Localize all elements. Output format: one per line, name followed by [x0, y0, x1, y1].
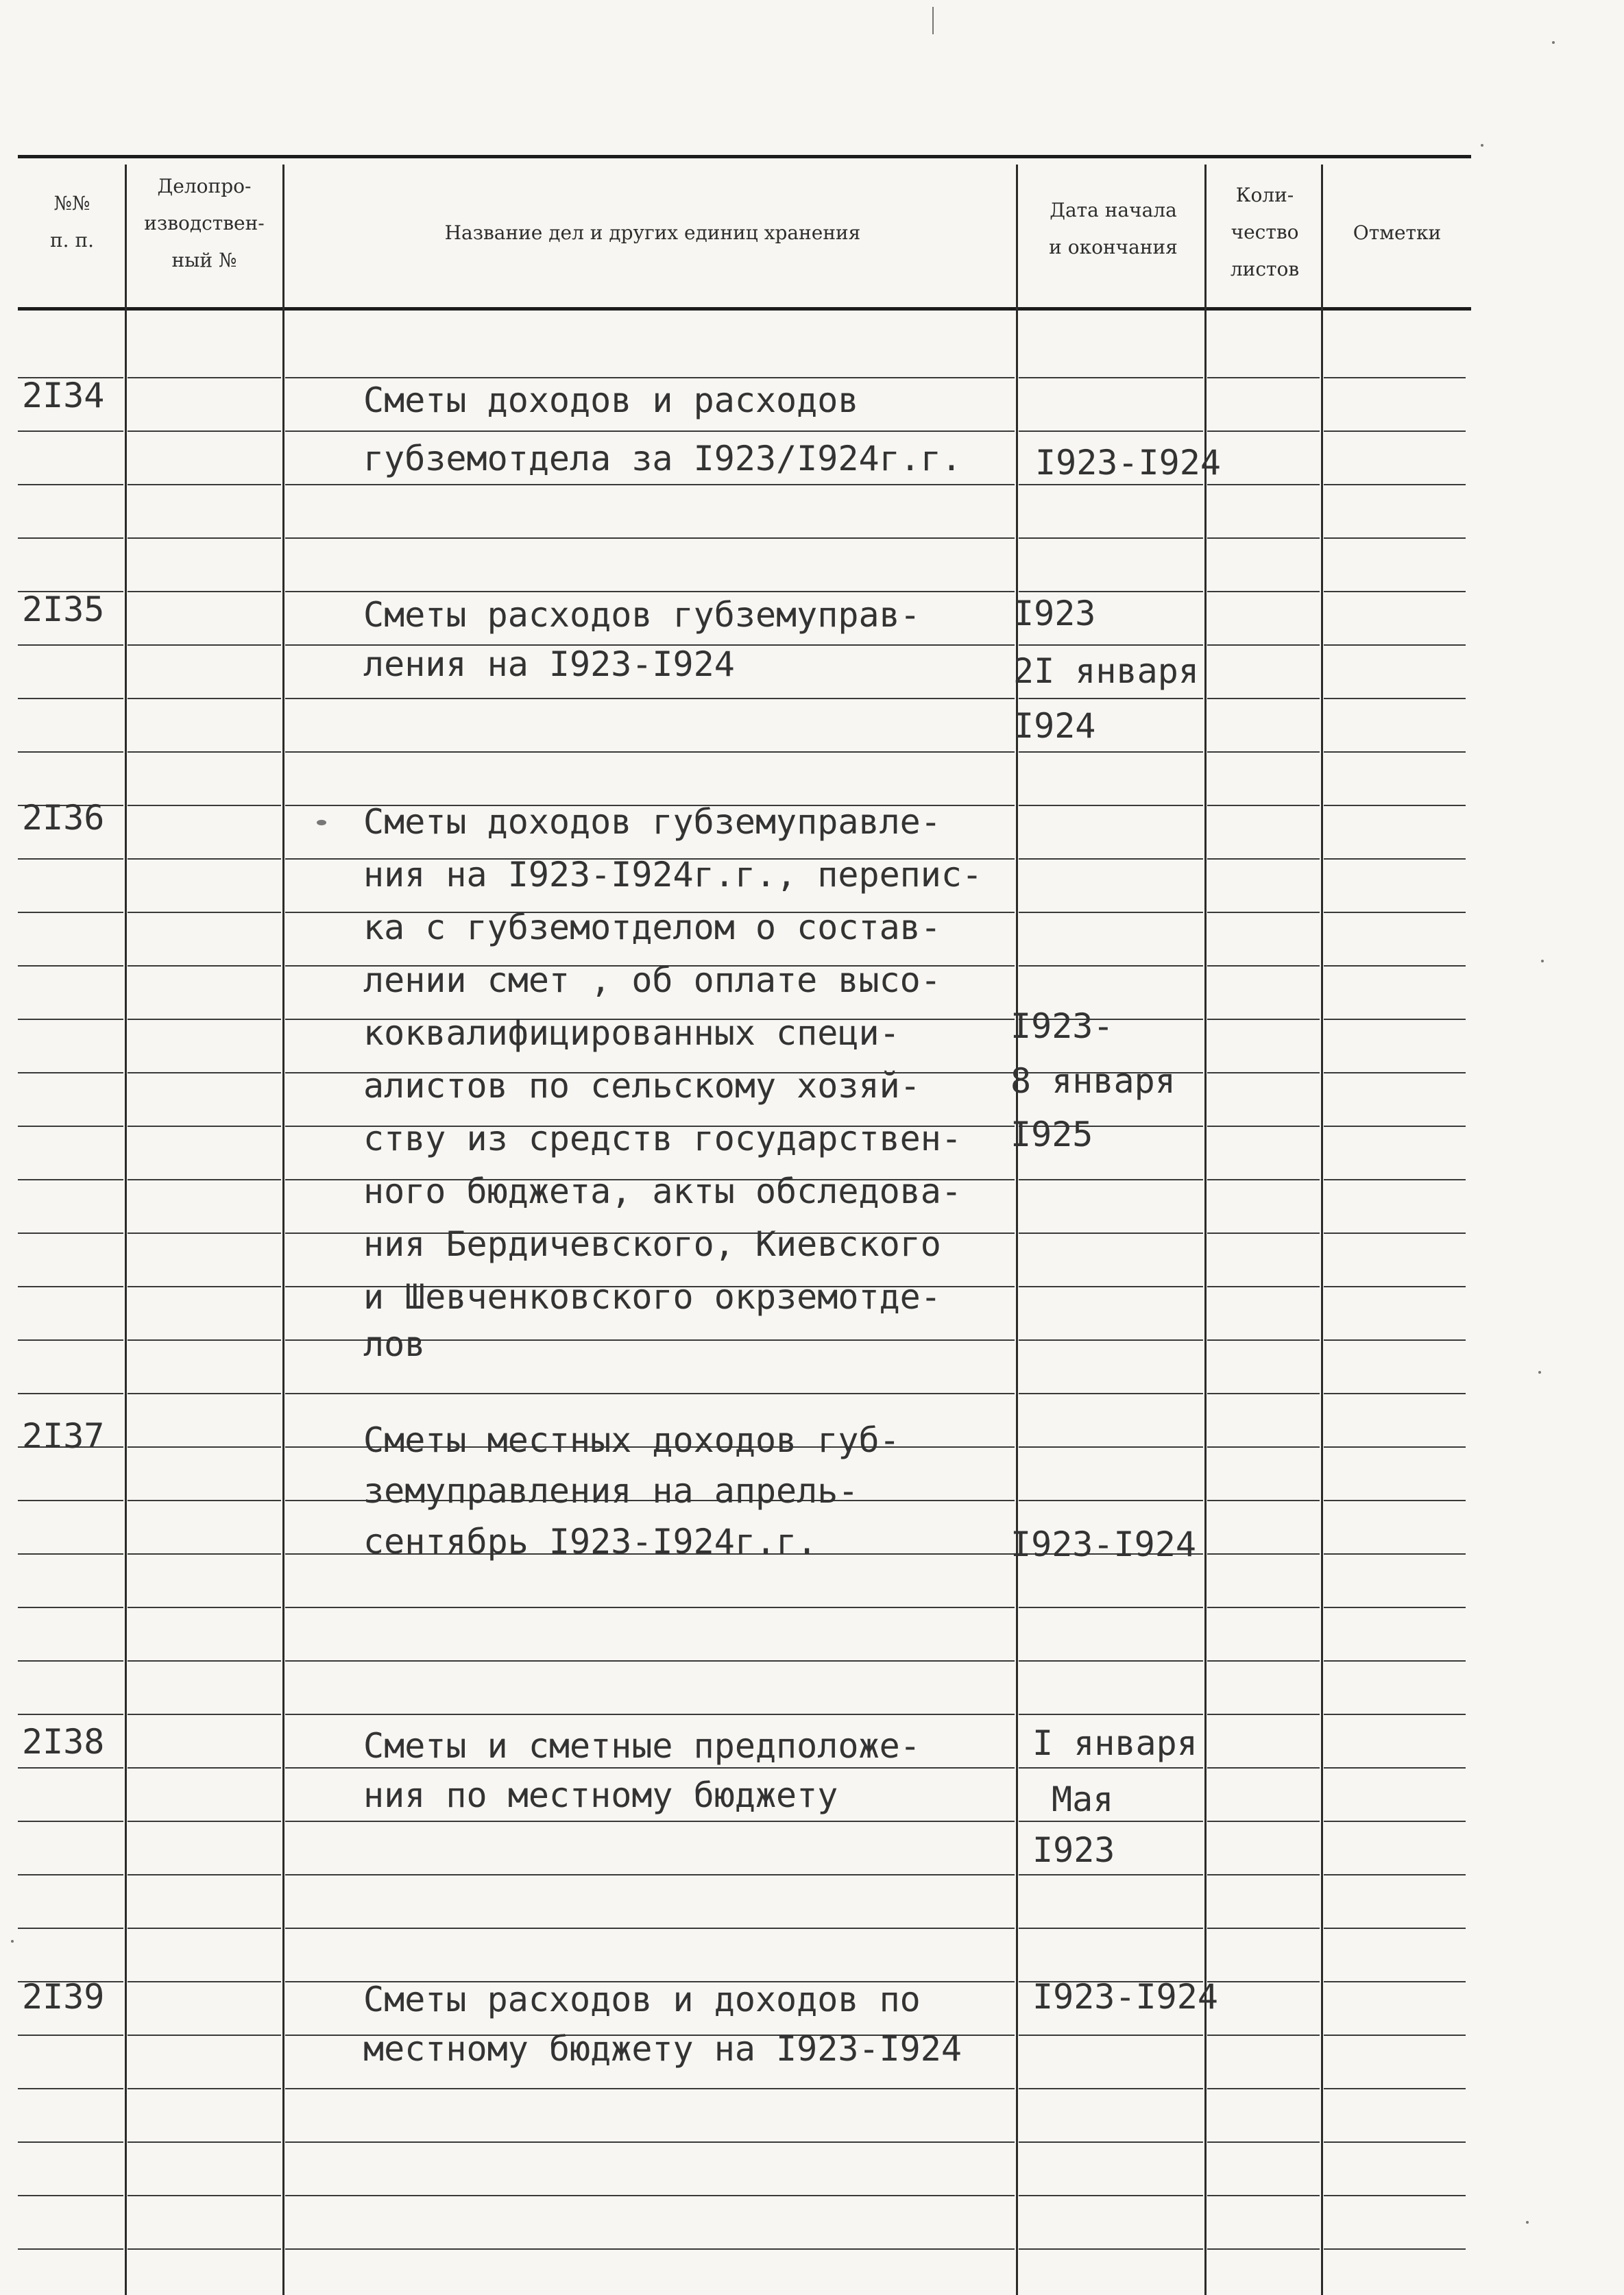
ruled-line	[1324, 644, 1466, 646]
ruled-line	[18, 1660, 123, 1662]
ruled-line	[285, 537, 1015, 539]
header-top-rule	[18, 155, 1471, 158]
ruled-line	[18, 1821, 123, 1822]
ruled-line	[1019, 1500, 1203, 1501]
ruled-line	[128, 1019, 281, 1020]
row-number: 2I38	[22, 1722, 105, 1762]
ruled-line	[1324, 2141, 1466, 2143]
ruled-line	[18, 430, 123, 432]
ruled-line	[1324, 537, 1466, 539]
ruled-line	[18, 1072, 123, 1073]
header-col-dates: Дата начала и окончания	[1049, 199, 1178, 258]
ruled-line	[285, 591, 1015, 592]
ruled-line	[1324, 1126, 1466, 1127]
ruled-line	[1207, 1179, 1320, 1180]
ruled-line	[128, 858, 281, 860]
row-date-line: I923	[1013, 594, 1096, 633]
ruled-line	[1324, 1446, 1466, 1448]
ruled-line	[18, 1874, 123, 1875]
ruled-line	[128, 1500, 281, 1501]
ruled-line	[1207, 1019, 1320, 1020]
ruled-line	[1019, 1874, 1203, 1875]
ruled-line	[1019, 430, 1203, 432]
ruled-line	[1324, 1821, 1466, 1822]
ruled-line	[128, 698, 281, 699]
row-date-line: I923-	[1010, 1006, 1114, 1046]
row-title-line: алистов по сельскому хозяй-	[363, 1066, 921, 1106]
ruled-line	[1324, 1500, 1466, 1501]
ruled-line	[1207, 484, 1320, 485]
row-title-line: ния Бердичевского, Киевского	[363, 1224, 941, 1264]
ruled-line	[285, 377, 1015, 378]
column-line-3	[1016, 165, 1018, 2295]
ruled-line	[1207, 1767, 1320, 1769]
ruled-line	[18, 1714, 123, 1715]
ruled-line	[128, 1446, 281, 1448]
row-title-line: ления на I923-I924	[363, 644, 735, 684]
ruled-line	[285, 698, 1015, 699]
ruled-line	[285, 484, 1015, 485]
ruled-line	[18, 1500, 123, 1501]
row-title-line: ния на I923-I924г.г., перепис-	[363, 855, 983, 895]
ruled-line	[1207, 2248, 1320, 2250]
ruled-line	[1207, 1874, 1320, 1875]
ruled-line	[1019, 1767, 1203, 1769]
ruled-line	[18, 2248, 123, 2250]
ruled-line	[285, 1714, 1015, 1715]
ruled-line	[285, 2141, 1015, 2143]
ruled-line	[1324, 1553, 1466, 1555]
ruled-line	[1019, 2088, 1203, 2089]
ruled-line	[18, 1553, 123, 1555]
ruled-line	[1324, 1286, 1466, 1287]
ruled-line	[285, 430, 1015, 432]
ruled-line	[1207, 751, 1320, 753]
ruled-line	[1019, 1339, 1203, 1341]
ruled-line	[1207, 2195, 1320, 2196]
row-title-line: ству из средств государствен-	[363, 1119, 962, 1158]
ruled-line	[18, 1767, 123, 1769]
ruled-line	[128, 1232, 281, 1234]
ruled-line	[1019, 1607, 1203, 1608]
ruled-line	[285, 2248, 1015, 2250]
ruled-line	[1207, 805, 1320, 806]
column-line-2	[282, 165, 284, 2295]
ruled-line	[1207, 377, 1320, 378]
ruled-line	[128, 1714, 281, 1715]
ruled-line	[1324, 805, 1466, 806]
ruled-line	[1324, 1019, 1466, 1020]
ruled-line	[128, 1928, 281, 1929]
row-date-line: I923-I924	[1010, 1525, 1196, 1564]
ruled-line	[128, 377, 281, 378]
ruled-line	[1207, 1126, 1320, 1127]
ruled-line	[1019, 2248, 1203, 2250]
ruled-line	[128, 430, 281, 432]
ruled-line	[18, 2195, 123, 2196]
ruled-line	[1019, 1446, 1203, 1448]
ruled-line	[1207, 1981, 1320, 1982]
ruled-line	[285, 1874, 1015, 1875]
scan-speck	[1541, 960, 1544, 962]
ruled-line	[1019, 484, 1203, 485]
ruled-line	[18, 1126, 123, 1127]
ruled-line	[1207, 2088, 1320, 2089]
ruled-line	[1207, 698, 1320, 699]
row-date-line: 8 января	[1010, 1061, 1176, 1101]
row-date-line: I924	[1013, 706, 1096, 746]
ruled-line	[1324, 591, 1466, 592]
ruled-line	[128, 1286, 281, 1287]
ruled-line	[128, 1393, 281, 1394]
ruled-line	[128, 1179, 281, 1180]
header-col-title: Название дел и других единиц хранения	[444, 221, 861, 244]
ruled-line	[1019, 644, 1203, 646]
ruled-line	[1324, 1232, 1466, 1234]
ruled-line	[128, 965, 281, 967]
ruled-line	[1019, 2195, 1203, 2196]
ruled-line	[128, 1553, 281, 1555]
ruled-line	[1324, 1874, 1466, 1875]
ruled-line	[18, 1286, 123, 1287]
row-title-line: Сметы расходов и доходов по	[363, 1980, 921, 2019]
row-date-line: 2I января	[1013, 651, 1199, 691]
scan-speck	[11, 1940, 14, 1943]
row-title-line: и Шевченковского окрземотде-	[363, 1277, 941, 1317]
ruled-line	[285, 1660, 1015, 1662]
ruled-line	[1019, 1660, 1203, 1662]
row-title-line: земуправления на апрель-	[363, 1471, 859, 1511]
ruled-line	[1207, 858, 1320, 860]
row-title-line: местному бюджету на I923-I924	[363, 2029, 962, 2069]
ruled-line	[1019, 377, 1203, 378]
ruled-line	[1207, 1339, 1320, 1341]
ruled-line	[1019, 1928, 1203, 1929]
ruled-line	[285, 1767, 1015, 1769]
ruled-line	[1207, 1928, 1320, 1929]
ruled-line	[128, 537, 281, 539]
row-date-line: I925	[1010, 1115, 1093, 1154]
ruled-line	[1207, 537, 1320, 539]
ruled-line	[1324, 484, 1466, 485]
ruled-line	[18, 644, 123, 646]
ruled-line	[1019, 1286, 1203, 1287]
ruled-line	[18, 858, 123, 860]
header-bottom-rule	[18, 307, 1471, 311]
ruled-line	[1019, 805, 1203, 806]
ruled-line	[1207, 1500, 1320, 1501]
row-title-line: Сметы доходов губземуправле-	[363, 802, 941, 842]
ruled-line	[128, 1126, 281, 1127]
ruled-line	[1019, 858, 1203, 860]
row-number: 2I37	[22, 1416, 105, 1456]
ruled-line	[1324, 2248, 1466, 2250]
ruled-line	[1207, 1232, 1320, 1234]
ruled-line	[1207, 1821, 1320, 1822]
ruled-line	[285, 2088, 1015, 2089]
ruled-line	[128, 751, 281, 753]
ruled-line	[128, 484, 281, 485]
ruled-line	[1019, 1232, 1203, 1234]
scan-speck	[1538, 1371, 1541, 1374]
ruled-line	[1324, 1607, 1466, 1608]
ruled-line	[128, 1874, 281, 1875]
ruled-line	[1324, 1660, 1466, 1662]
ruled-line	[128, 2088, 281, 2089]
row-title-line: ния по местному бюджету	[363, 1775, 838, 1815]
ruled-line	[18, 2141, 123, 2143]
row-title-line: губземотдела за I923/I924г.г.	[363, 439, 962, 478]
row-title-line: коквалифицированных специ-	[363, 1013, 900, 1053]
row-date-line: I923-I924	[1035, 443, 1221, 483]
scan-speck	[1481, 144, 1483, 147]
ruled-line	[1019, 1821, 1203, 1822]
ruled-line	[1207, 965, 1320, 967]
row-date-line: I923	[1032, 1830, 1115, 1870]
header-col-sheet-count: Коли- чество листов	[1230, 184, 1300, 280]
ruled-line	[1207, 1607, 1320, 1608]
row-number: 2I34	[22, 376, 105, 415]
ruled-line	[18, 751, 123, 753]
ruled-line	[1324, 1072, 1466, 1073]
ruled-line	[1324, 2035, 1466, 2036]
ruled-line	[1324, 2195, 1466, 2196]
row-title-line: лении смет , об оплате высо-	[363, 960, 941, 1000]
ruled-line	[285, 1928, 1015, 1929]
ruled-line	[128, 1607, 281, 1608]
ruled-line	[18, 2088, 123, 2089]
ruled-line	[285, 2195, 1015, 2196]
ruled-line	[1019, 1393, 1203, 1394]
ruled-line	[1324, 1339, 1466, 1341]
ruled-line	[1324, 2088, 1466, 2089]
ruled-line	[18, 1019, 123, 1020]
ruled-line	[18, 1339, 123, 1341]
ruled-line	[1324, 377, 1466, 378]
ruled-line	[18, 1232, 123, 1234]
ruled-line	[128, 644, 281, 646]
row-title-line: Сметы расходов губземуправ-	[363, 595, 921, 635]
ruled-line	[1019, 965, 1203, 967]
ruled-line	[1019, 698, 1203, 699]
row-title-line: сентябрь I923-I924г.г.	[363, 1522, 818, 1562]
column-line-4	[1204, 165, 1207, 2295]
ruled-line	[1207, 2141, 1320, 2143]
ruled-line	[1207, 1393, 1320, 1394]
ruled-line	[1207, 1286, 1320, 1287]
row-title-line: ка с губземотделом о состав-	[363, 908, 941, 947]
scan-speck	[1526, 2221, 1529, 2224]
ruled-line	[128, 1660, 281, 1662]
ruled-line	[1019, 751, 1203, 753]
ruled-line	[18, 1393, 123, 1394]
ruled-line	[128, 1339, 281, 1341]
ruled-line	[18, 2035, 123, 2036]
row-date-line: I923-I924	[1032, 1977, 1218, 2017]
ruled-line	[1019, 1179, 1203, 1180]
ruled-line	[128, 2248, 281, 2250]
header-col-notes: Отметки	[1353, 221, 1442, 244]
ruled-line	[1324, 965, 1466, 967]
ruled-line	[128, 2035, 281, 2036]
header-col-office-number: Делопро- изводствен- ный №	[144, 175, 265, 271]
ruled-line	[285, 751, 1015, 753]
ruled-line	[128, 2195, 281, 2196]
row-title-line: ного бюджета, акты обследова-	[363, 1171, 962, 1211]
header-col-number: №№ п. п.	[49, 192, 95, 252]
ruled-line	[1324, 912, 1466, 913]
ruled-line	[1207, 912, 1320, 913]
ruled-line	[1324, 1393, 1466, 1394]
scan-speck	[932, 7, 934, 34]
ruled-line	[285, 1607, 1015, 1608]
ruled-line	[18, 1928, 123, 1929]
ruled-line	[18, 912, 123, 913]
ruled-line	[1019, 2035, 1203, 2036]
ruled-line	[1207, 1072, 1320, 1073]
row-date-line: I января	[1032, 1723, 1198, 1763]
ruled-line	[128, 912, 281, 913]
scan-speck	[317, 820, 326, 825]
row-title-line: Сметы и сметные предположе-	[363, 1726, 921, 1766]
ruled-line	[1324, 751, 1466, 753]
ruled-line	[1324, 858, 1466, 860]
row-number: 2I36	[22, 798, 105, 838]
ruled-line	[128, 1767, 281, 1769]
ruled-line	[18, 1607, 123, 1608]
ruled-line	[1019, 912, 1203, 913]
row-number: 2I39	[22, 1977, 105, 2017]
row-date-line: Мая	[1052, 1780, 1114, 1819]
ruled-line	[1324, 1928, 1466, 1929]
ruled-line	[1207, 1446, 1320, 1448]
ruled-line	[1019, 2141, 1203, 2143]
row-title-line: Сметы местных доходов губ-	[363, 1420, 900, 1460]
column-line-5	[1321, 165, 1323, 2295]
ruled-line	[18, 1179, 123, 1180]
ruled-line	[128, 1072, 281, 1073]
ruled-line	[1324, 1767, 1466, 1769]
scan-speck	[1552, 41, 1555, 44]
ruled-line	[1207, 2035, 1320, 2036]
ruled-line	[18, 698, 123, 699]
ruled-line	[128, 805, 281, 806]
ruled-line	[1019, 591, 1203, 592]
ruled-line	[1207, 1714, 1320, 1715]
ruled-line	[1324, 698, 1466, 699]
ruled-line	[1207, 591, 1320, 592]
ruled-line	[128, 591, 281, 592]
ruled-line	[18, 965, 123, 967]
ruled-line	[128, 2141, 281, 2143]
ruled-line	[1019, 537, 1203, 539]
ruled-line	[1207, 644, 1320, 646]
ruled-line	[285, 1393, 1015, 1394]
ruled-line	[285, 1821, 1015, 1822]
row-title-line: Сметы доходов и расходов	[363, 380, 859, 420]
ruled-line	[128, 1981, 281, 1982]
ruled-line	[1207, 430, 1320, 432]
ruled-line	[1324, 430, 1466, 432]
ruled-line	[1207, 1660, 1320, 1662]
ruled-line	[1324, 1179, 1466, 1180]
ruled-line	[18, 484, 123, 485]
row-number: 2I35	[22, 590, 105, 629]
row-title-line: лов	[363, 1324, 426, 1364]
column-line-1	[125, 165, 127, 2295]
ruled-line	[1324, 1981, 1466, 1982]
ruled-line	[1019, 1714, 1203, 1715]
ruled-line	[1207, 1553, 1320, 1555]
ruled-line	[18, 537, 123, 539]
ruled-line	[1324, 1714, 1466, 1715]
ruled-line	[128, 1821, 281, 1822]
